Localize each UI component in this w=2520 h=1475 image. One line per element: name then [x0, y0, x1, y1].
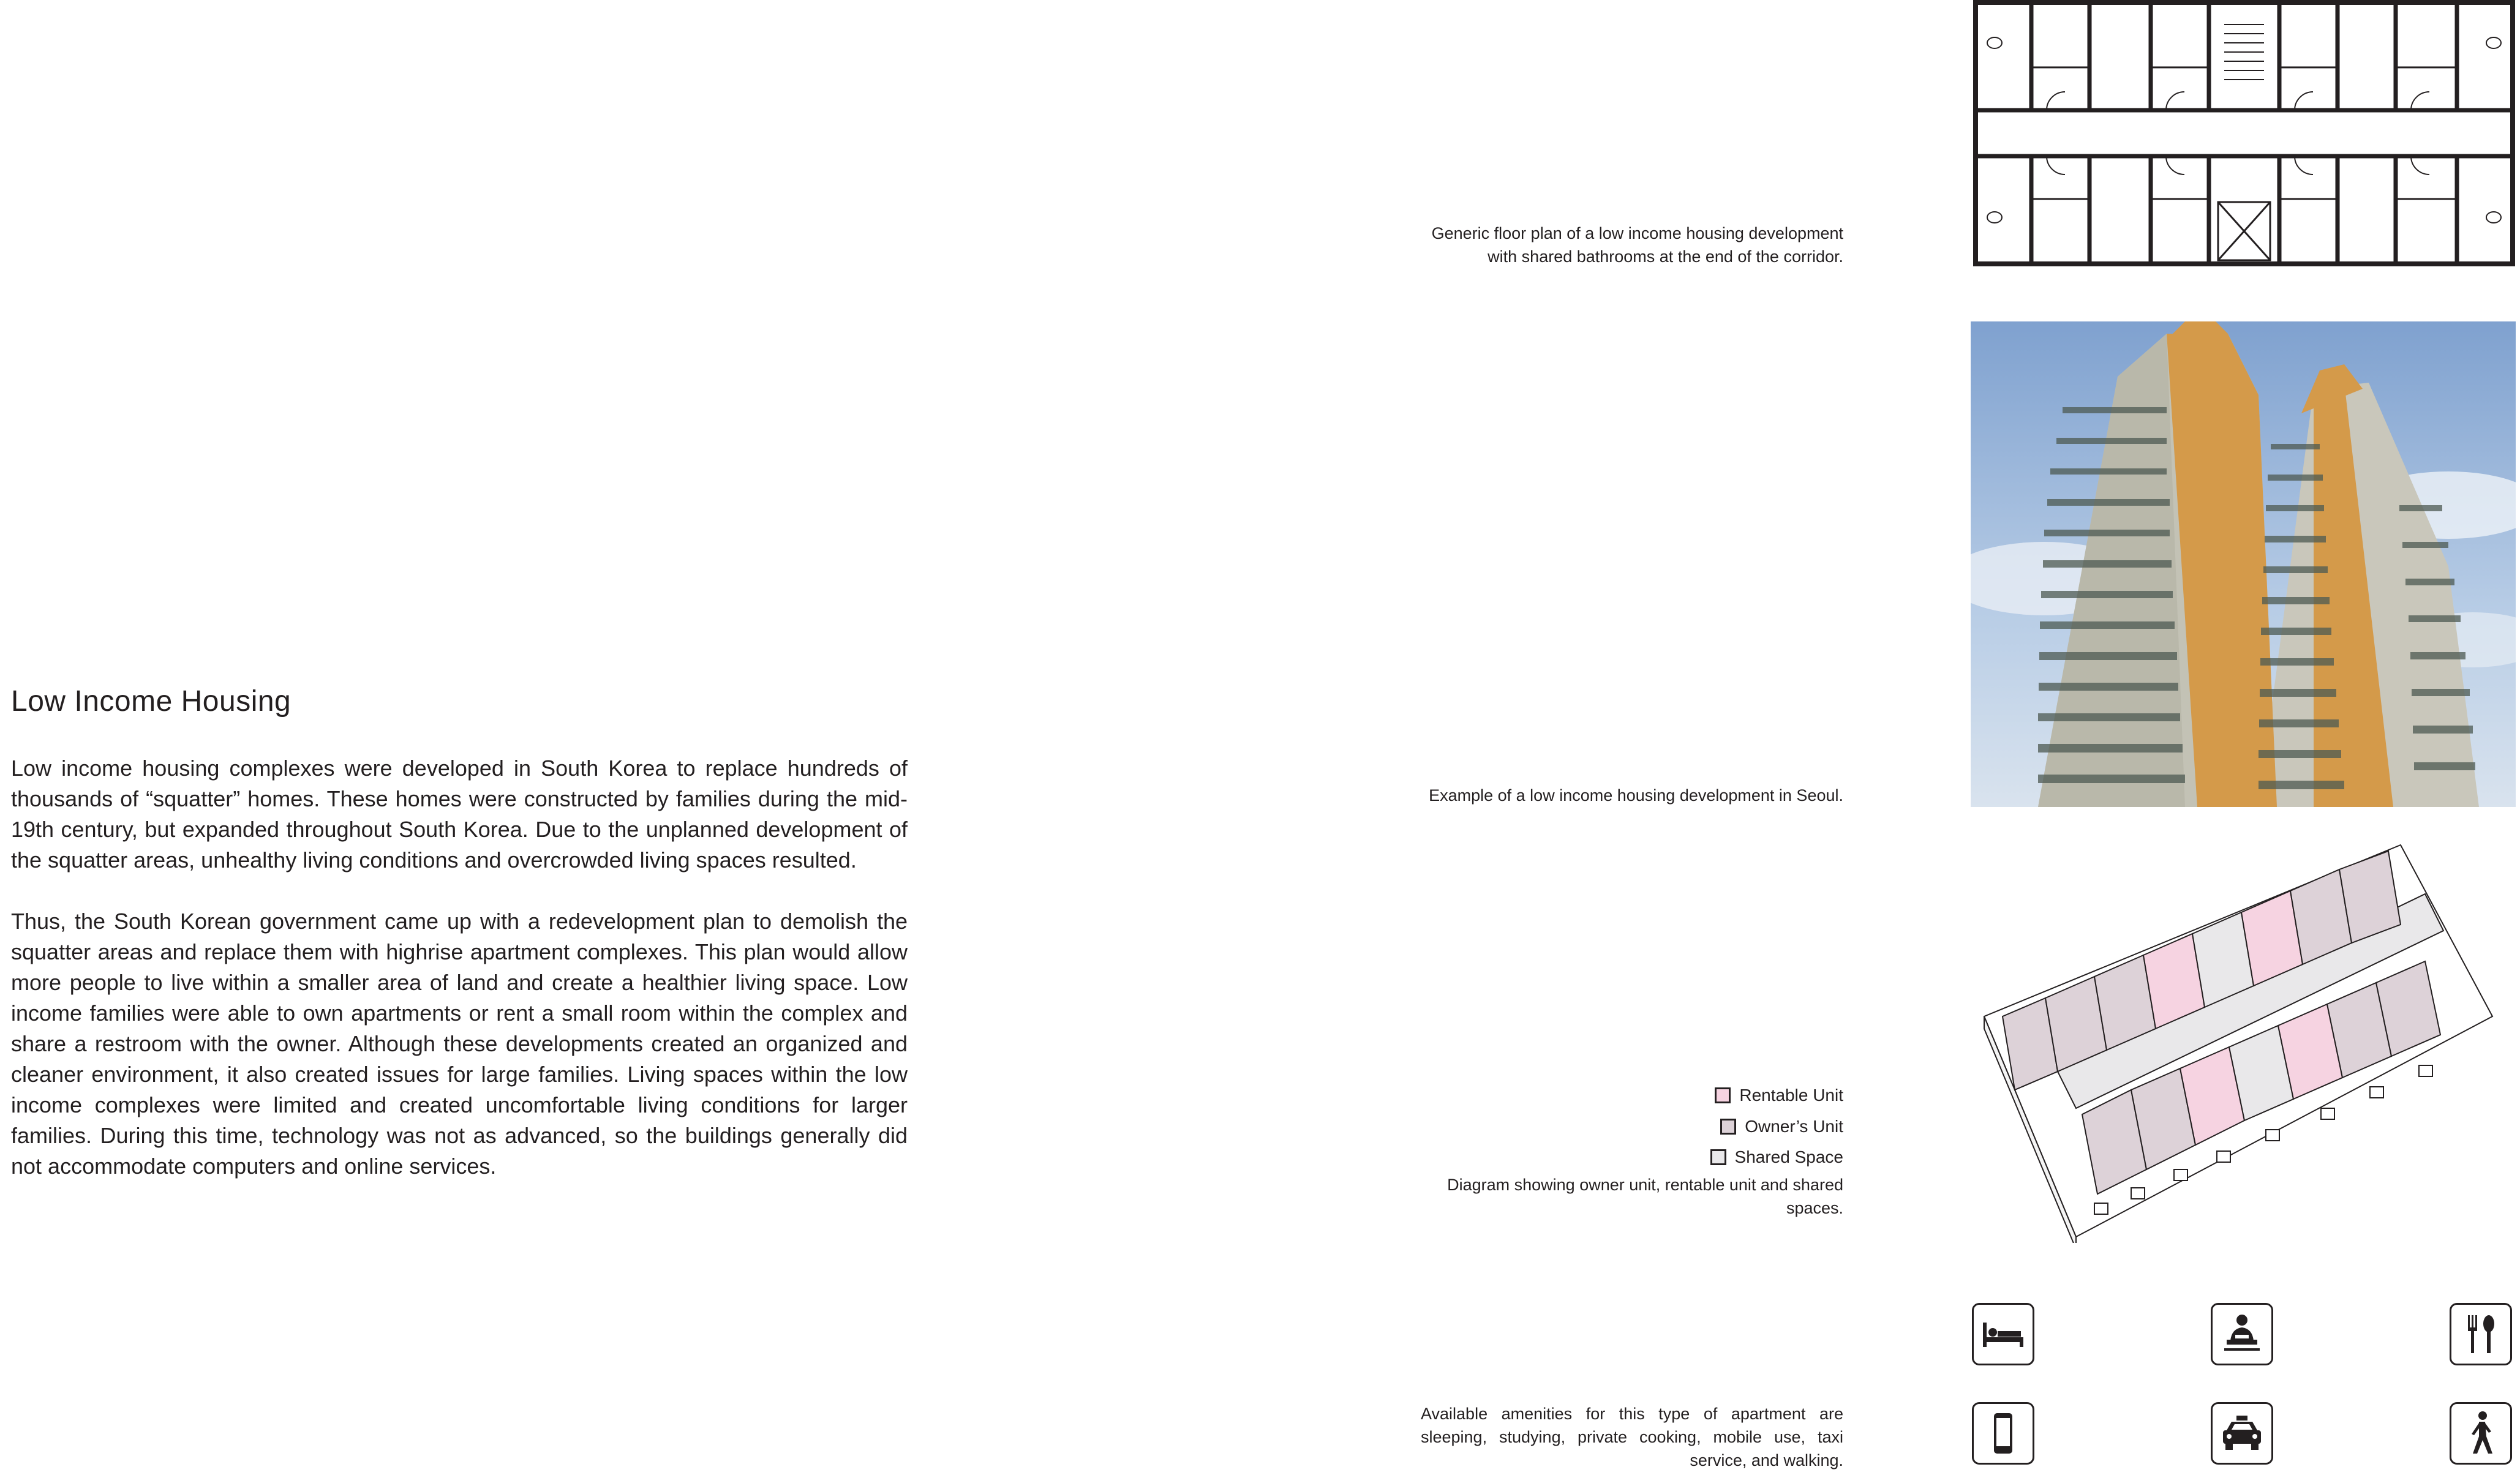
apartment-photo: [1971, 321, 2516, 807]
legend-label: Owner’s Unit: [1745, 1117, 1843, 1136]
pedestrian-glyph: [2457, 1409, 2505, 1457]
pedestrian-icon: [2450, 1402, 2512, 1465]
legend-item-shared: [1592, 1145, 1843, 1169]
bed-icon: [1972, 1303, 2034, 1365]
study-icon: [2211, 1303, 2273, 1365]
body-paragraph-1: Low income housing complexes were developed in South Korea to replace hundreds of thousands of “squatter” homes. These homes were constructed by families during the mid-19th century, but expanded throughout South Korea. Due to the unplanned development of the squatter areas, unhealthy living conditions and overcrowded living spaces resulted.: [11, 756, 908, 873]
taxi-icon: [2211, 1402, 2273, 1465]
body-paragraph-2: Thus, the South Korean government came up with a redevelopment plan to demolish the squatter areas and replace them with highrise apartment complexes. This plan would allow more people to live within a smaller area of land and create a healthier living space. Low income families were able to own apartments or rent a small room within the complex and share a restroom with the owner. Although these developments created an organized and cleaner environment, it also created issues for large families. Living spaces within the low income complexes were limited and created uncomfortable living conditions for larger families. During this time, technology was not as advanced, so the buildings generally did not accommodate computers and online services.: [11, 909, 908, 1179]
legend-swatch-rentable: [1715, 1087, 1731, 1103]
axonometric-unit-diagram: [1978, 839, 2505, 1243]
mobile-phone-glyph: [1979, 1409, 2027, 1457]
amenities-caption: Available amenities for this type of apartment are sleeping, studying, private cooking, mobile use, taxi service, and walking.: [1421, 1405, 1843, 1469]
diagram-caption: Diagram showing owner unit, rentable unit and shared spaces.: [1447, 1176, 1843, 1217]
legend-item-rentable: [1592, 1083, 1843, 1108]
legend-label: Shared Space: [1734, 1147, 1843, 1166]
fork-spoon-glyph: [2457, 1310, 2505, 1358]
legend-label: Rentable Unit: [1739, 1086, 1843, 1105]
bed-glyph: [1979, 1310, 2027, 1358]
floor-plan-drawing: [1973, 0, 2515, 266]
fork-spoon-icon: [2450, 1303, 2512, 1365]
mobile-phone-icon: [1972, 1402, 2034, 1465]
taxi-glyph: [2218, 1409, 2266, 1457]
study-glyph: [2218, 1310, 2266, 1358]
legend-swatch-owner: [1720, 1119, 1736, 1135]
floor-plan-caption: Generic floor plan of a low income housing development with shared bathrooms at the end of the corridor.: [1431, 224, 1843, 266]
legend-swatch-shared: [1710, 1149, 1726, 1165]
photo-caption: Example of a low income housing development in Seoul.: [1429, 786, 1843, 805]
section-title: Low Income Housing: [11, 685, 291, 718]
legend-item-owner: [1592, 1114, 1843, 1139]
